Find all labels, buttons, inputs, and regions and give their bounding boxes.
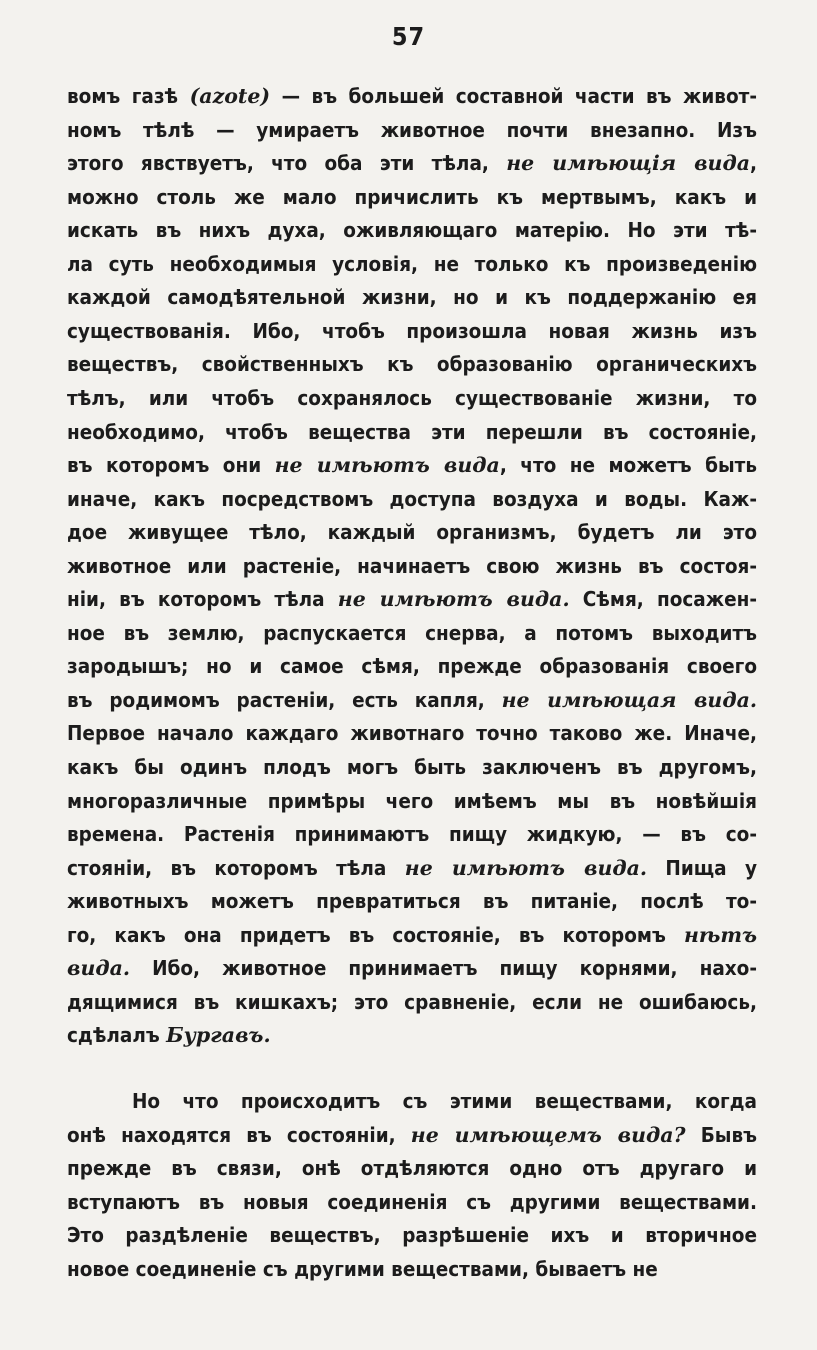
text-line bbox=[67, 683, 757, 717]
text-run: новое соединеніе съ другими веществами, бываетъ не bbox=[67, 1256, 658, 1281]
text-line bbox=[67, 716, 757, 750]
text-run: — въ большей составной части въ живот- bbox=[270, 84, 757, 108]
text-line bbox=[67, 415, 757, 449]
text-line bbox=[67, 549, 757, 583]
text-line bbox=[67, 515, 757, 549]
text-line bbox=[67, 985, 757, 1019]
text-line bbox=[67, 884, 757, 918]
text-line bbox=[67, 1185, 757, 1219]
text-line bbox=[67, 951, 757, 985]
text-run: вступаютъ въ новыя соединенія съ другими веществами. bbox=[67, 1189, 757, 1214]
italic-phrase: не имѣютъ вида bbox=[274, 453, 500, 478]
text-line bbox=[67, 113, 757, 147]
text-run: , bbox=[750, 151, 758, 176]
text-line bbox=[67, 314, 757, 348]
text-run: дое живущее тѣло, каждый организмъ, будетъ ли это bbox=[67, 520, 757, 545]
italic-phrase: не имѣющая вида. bbox=[501, 687, 757, 712]
text-line bbox=[67, 180, 757, 214]
text-run: этого явствуетъ, что оба эти тѣла, bbox=[67, 151, 507, 176]
text-line bbox=[67, 280, 757, 314]
text-run: , что не можетъ быть bbox=[499, 453, 757, 478]
italic-phrase: не имѣютъ вида. bbox=[337, 587, 570, 612]
text-line bbox=[67, 1252, 757, 1286]
text-run: номъ тѣлѣ — умираетъ животное почти внезапно. Изъ bbox=[67, 117, 757, 142]
text-line bbox=[67, 918, 757, 952]
italic-phrase: не имѣютъ вида. bbox=[404, 855, 648, 880]
text-line bbox=[67, 1151, 757, 1185]
text-line bbox=[67, 616, 757, 650]
text-run: иначе, какъ посредствомъ доступа воздуха и воды. Каж- bbox=[67, 486, 757, 511]
text-run: искать въ нихъ духа, оживляющаго матерію. Но эти тѣ- bbox=[67, 218, 757, 243]
italic-phrase: Бургавъ. bbox=[166, 1023, 271, 1048]
italic-phrase: (azote) bbox=[189, 84, 271, 108]
text-run: тѣлъ, или чтобъ сохранялось существованіе жизни, то bbox=[67, 385, 757, 410]
text-run: каждой самодѣятельной жизни, но и къ поддержанію ея bbox=[67, 285, 757, 310]
text-line bbox=[132, 1084, 757, 1118]
text-line bbox=[67, 247, 757, 281]
text-line bbox=[67, 851, 757, 885]
italic-phrase: не имѣющія вида bbox=[506, 151, 750, 176]
text-run: вомъ газѣ bbox=[67, 84, 190, 108]
text-run: Это раздѣленіе веществъ, разрѣшеніе ихъ и вторичное bbox=[67, 1223, 757, 1248]
text-run: ла суть необходимыя условія, не только къ произведенію bbox=[67, 251, 757, 276]
text-run: въ которомъ они bbox=[67, 453, 275, 478]
text-line bbox=[67, 1218, 757, 1252]
text-line bbox=[67, 817, 757, 851]
text-run: ніи, въ которомъ тѣла bbox=[67, 587, 338, 612]
italic-phrase: нѣтъ bbox=[683, 922, 757, 947]
text-line bbox=[67, 347, 757, 381]
text-run: Но что происходитъ съ этими веществами, когда bbox=[132, 1089, 757, 1113]
text-run: Пища у bbox=[647, 855, 757, 880]
italic-phrase: не имѣющемъ вида? bbox=[410, 1122, 686, 1147]
text-line bbox=[67, 79, 757, 113]
text-run: многоразличные примѣры чего имѣемъ мы въ новѣйшія bbox=[67, 788, 757, 813]
text-run: ное въ землю, распускается снерва, а потомъ выходитъ bbox=[67, 620, 757, 645]
italic-phrase: вида. bbox=[67, 956, 131, 981]
text-run: необходимо, чтобъ вещества эти перешли въ состояніе, bbox=[67, 419, 757, 444]
text-run: какъ бы одинъ плодъ могъ быть заключенъ въ другомъ, bbox=[67, 755, 757, 779]
text-line bbox=[67, 448, 757, 482]
text-run: онѣ находятся въ состояніи, bbox=[67, 1122, 411, 1147]
text-run: сдѣлалъ bbox=[67, 1023, 167, 1048]
text-run: прежде въ связи, онѣ отдѣляются одно отъ другаго и bbox=[67, 1156, 757, 1181]
text-run: времена. Растенія принимаютъ пищу жидкую, — въ со- bbox=[67, 822, 757, 847]
text-line bbox=[67, 582, 757, 616]
text-line bbox=[67, 146, 757, 180]
text-line bbox=[67, 750, 757, 784]
text-run: го, какъ она придетъ въ состояніе, въ которомъ bbox=[67, 922, 684, 947]
text-line bbox=[67, 482, 757, 516]
page-number: 57 bbox=[391, 22, 426, 51]
text-line bbox=[67, 213, 757, 247]
text-run: животное или растеніе, начинаетъ свою жизнь въ состоя- bbox=[67, 553, 757, 578]
text-run: можно столь же мало причислить къ мертвымъ, какъ и bbox=[67, 184, 757, 209]
text-run: Бывъ bbox=[685, 1122, 757, 1147]
text-run: животныхъ можетъ превратиться въ питаніе, послѣ то- bbox=[67, 889, 757, 914]
text-run: Первое начало каждаго животнаго точно таково же. Иначе, bbox=[67, 721, 757, 746]
text-line bbox=[67, 1118, 757, 1152]
text-line bbox=[67, 649, 757, 683]
text-run: въ родимомъ растеніи, есть капля, bbox=[67, 687, 502, 712]
text-run: существованія. Ибо, чтобъ произошла новая жизнь изъ bbox=[67, 318, 757, 343]
text-line bbox=[67, 1018, 757, 1052]
text-run: дящимися въ кишкахъ; это сравненіе, если не ошибаюсь, bbox=[67, 989, 757, 1014]
text-run: Ибо, животное принимаетъ пищу корнями, нахо- bbox=[130, 956, 757, 981]
text-run: зародышъ; но и самое сѣмя, прежде образованія своего bbox=[67, 654, 757, 679]
text-line bbox=[67, 784, 757, 818]
text-line bbox=[67, 381, 757, 415]
text-run: стояніи, въ которомъ тѣла bbox=[67, 855, 405, 880]
text-run: Сѣмя, посажен- bbox=[569, 587, 758, 612]
text-run: веществъ, свойственныхъ къ образованію органическихъ bbox=[67, 352, 757, 377]
